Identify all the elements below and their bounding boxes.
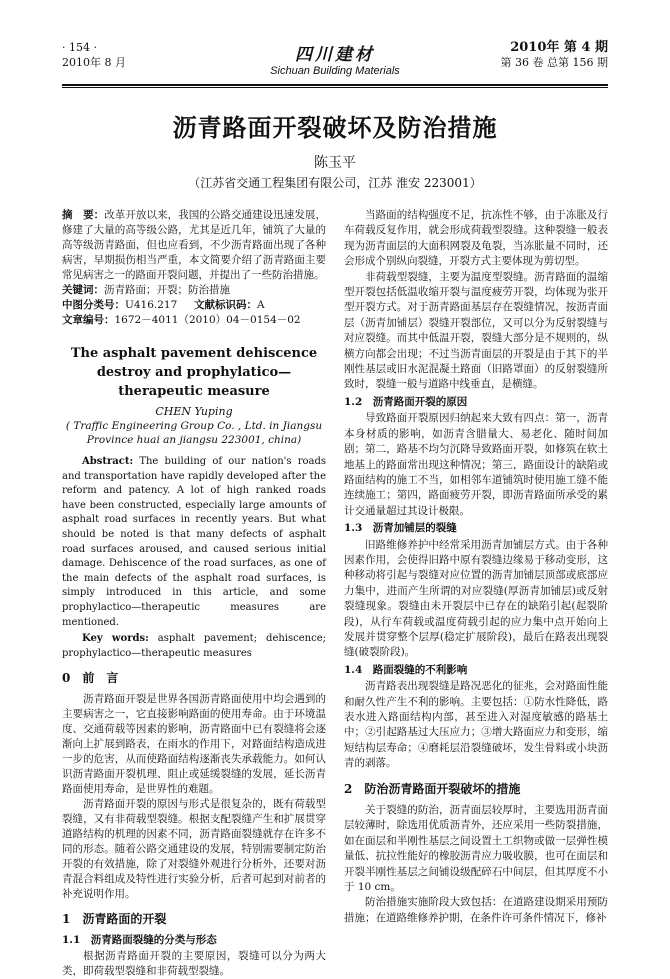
paragraph: 根据沥青路面开裂的主要原因，裂缝可以分为两大类，即荷载型裂缝和非荷载型裂缝。 (62, 950, 326, 978)
section-heading-1: 1 沥青路面的开裂 (62, 912, 167, 927)
right-column (344, 208, 608, 926)
keywords-cn (62, 283, 326, 298)
paragraph: 沥青路表出现裂缝是路况恶化的征兆，会对路面性能和耐久性产生不利的影响。主要包括：①防水性降低，路表水进入路面结构内部，甚至进入对湿度敏感的路基土中；②引起路基过大压应力；③增大路面应力和变形，缩短结构层寿命；④磨耗层沿裂缝破坏，发生骨料或小块沥青的剥落。 (344, 680, 608, 770)
english-keywords-label: Key words: (82, 633, 149, 645)
subsection-heading-1-1: 1.1 沥青路面裂缝的分类与形态 (62, 934, 217, 947)
classification-line (62, 298, 326, 313)
abstract-text: 改革开放以来，我国的公路交通建设迅速发展，修建了大量的高等级公路，尤其是近几年，铺筑了大量的高等级沥青路面，但也应看到，不少沥青路面出现了各种病害，早期损伤相当严重，本文简要介绍了沥青路面主要常见病害之一的路面开裂问题，并提出了一些防治措施。 (62, 209, 326, 281)
paper-title: 沥青路面开裂破坏及防治措施 (172, 113, 498, 142)
english-affiliation: ( Traffic Engineering Group Co. , Ltd. in Jiangsu Province huai an jiangsu 223001, china) (65, 420, 323, 446)
year-issue: 2010年 第 4 期 (510, 40, 608, 55)
subsection-heading-1-4: 1.4 路面裂缝的不利影响 (344, 663, 468, 676)
english-author: CHEN Yuping (155, 405, 233, 418)
keywords-label: 关键词： (62, 284, 104, 296)
affiliation: （江苏省交通工程集团有限公司，江苏 淮安 223001） (188, 176, 482, 190)
english-abstract-text: The building of our nation's roads and transportation have rapidly developed after the reform and patency. A lot of high ranked roads have been constructed, especially large amounts of asphalt road surfaces in recently years. But what should be noted is that many defects of asphalt road surfaces aroused, and caused serious initial damage. Dehiscence of the road surfaces, as one of the main defects of the asphalt road surfaces, is simply introduced in this article, and some prophylactico—therapeutic measures are mentioned. (62, 456, 326, 628)
paragraph: 防治措施实施阶段大致包括：在道路建设期采用预防措施；在道路维修养护期，在条件许可条件情况下，修补 (344, 896, 608, 924)
article-number-line (62, 313, 326, 328)
section-heading-0: 0 前 言 (62, 671, 119, 686)
header-rule-thin (62, 87, 608, 88)
english-title: The asphalt pavement dehiscence destroy and prophylatico—therapeutic measure (70, 346, 318, 399)
clc-value: U416.217 (125, 299, 178, 311)
subsection-heading-1-3: 1.3 沥青加铺层的裂缝 (344, 522, 457, 535)
page-number: · 154 · (62, 41, 97, 54)
header-rule (62, 84, 608, 86)
abstract-label: 摘 要： (62, 209, 105, 221)
journal-name-en: Sichuan Building Materials (270, 65, 400, 77)
author: 陈玉平 (314, 155, 356, 171)
paragraph: 当路面的结构强度不足，抗冻性不够，由于冻胀及行车荷载反复作用，就会形成荷载型裂缝。这种裂缝一般表现为沥青面层的大面积网裂及龟裂，当冻胀量不同时，还会形成个别纵向裂缝，开裂方式主要体现为剪切型。 (344, 209, 608, 268)
article-no-value: 1672－4011（2010）04－0154－02 (114, 314, 301, 326)
clc-label: 中图分类号： (62, 299, 125, 311)
paragraph: 非荷载型裂缝，主要为温度型裂缝。沥青路面的温缩型开裂包括低温收缩开裂与温度疲劳开裂，均体现为张开型开裂方式。对于沥青路面基层存在裂缝情况，按沥青面层（沥青加铺层）裂缝开裂部位，又可以分为反射裂缝与对应裂缝。而其中低温开裂，裂缝大部分是不规则的，纵横方向都会出现；不过当沥青面层的开裂是由于其下的半刚性基层或旧水泥混凝土路面（旧路罩面）的反射裂缝所致时，裂缝一般与道路中线垂直，是横缝。 (344, 270, 608, 391)
article-no-label: 文章编号： (62, 314, 115, 326)
paragraph: 旧路维修养护中经常采用沥青加铺层方式。由于各种因素作用，会使得旧路中原有裂缝边缘易于移动变形，这种移动将引起与裂缝对应位置的沥青加铺层顶部或底部应力集中，进而产生所谓的对应裂缝(厚沥青加铺层)或反射裂缝现象。裂缝由未开裂层中已存在的缺陷引起(起裂阶段)，从行车荷载或温度荷载引起的应力集中点开始向上发展并贯穿整个层厚(稳定扩展阶段)，最后在路表出现裂缝(破裂阶段)。 (344, 538, 608, 659)
paragraph: 沥青路面开裂是世界各国沥青路面使用中均会遇到的主要病害之一，它直接影响路面的使用寿命。由于环境温度、交通荷载等因素的影响，沥青路面中已有裂缝将会逐渐向上扩展到路表，在雨水的作用下，对路面结构造成进一步的危害，从而使路面结构逐渐丧失承载能力。如何认识沥青路面开裂机理、阻止或延缓裂缝的发展，延长沥青路面使用寿命，是世界性的难题。 (62, 693, 326, 796)
english-abstract-label: Abstract: (82, 456, 134, 467)
section-heading-2: 2 防治沥青路面开裂破坏的措施 (344, 781, 521, 796)
english-keywords (62, 632, 326, 661)
header-right (501, 40, 608, 70)
paragraph: 沥青路面开裂的原因与形式是很复杂的，既有荷载型裂缝，又有非荷载型裂缝。根据支配裂缝产生和扩展贯穿道路结构的机理的因素不同，沥青路面裂缝就存在许多不同的形态。随着公路交通建设的发展，特别需要制定防治开裂的有效措施，除了对裂缝外观进行分析外，还要对沥青混合料组成及特性进行实验分析，后者可起到对前者的补充说明作用。 (62, 798, 326, 901)
english-abstract (62, 455, 326, 630)
running-header (62, 40, 608, 84)
journal-logo-text: 四川建材 (295, 45, 375, 65)
english-keywords-text: asphalt pavement; dehiscence; prophylactico—therapeutic measures (62, 633, 326, 659)
doc-code-value: A (256, 299, 265, 311)
left-column (62, 208, 326, 979)
abstract-cn (62, 208, 326, 283)
paragraph: 导致路面开裂原因归纳起来大致有四点：第一，沥青本身材质的影响，如沥青含腊量大、易老化、随时间加剧；第二，路基不均匀沉降导致路面开裂，如修筑在软土地基上的路面常出现这种情况；第三，路面设计的缺陷或路面结构的施工不当，如相邻车道铺筑时使用施工缝不能连续施工；第四，路面疲劳开裂，即沥青路面所承受的累计交通量超过其设计极限。 (344, 412, 608, 517)
issue-date: 2010年 8 月 (62, 56, 126, 69)
keywords-text: 沥青路面；开裂；防治措施 (104, 284, 230, 296)
volume-info: 第 36 卷 总第 156 期 (500, 56, 608, 69)
subsection-heading-1-2: 1.2 沥青路面开裂的原因 (344, 395, 468, 408)
doc-code-label: 文献标识码： (193, 299, 257, 311)
paragraph: 关于裂缝的防治，沥青面层较厚时，主要选用沥青面层较薄时，除选用优质沥青外，还应采用一些防裂措施，如在面层和半刚性基层之间设置土工织物或做一层弹性模量低、抗拉性能好的橡胶沥青应力吸收膜，也可在面层和开裂半刚性基层之间铺设级配碎石中间层，但其厚度不小于 10 cm。 (344, 804, 608, 894)
